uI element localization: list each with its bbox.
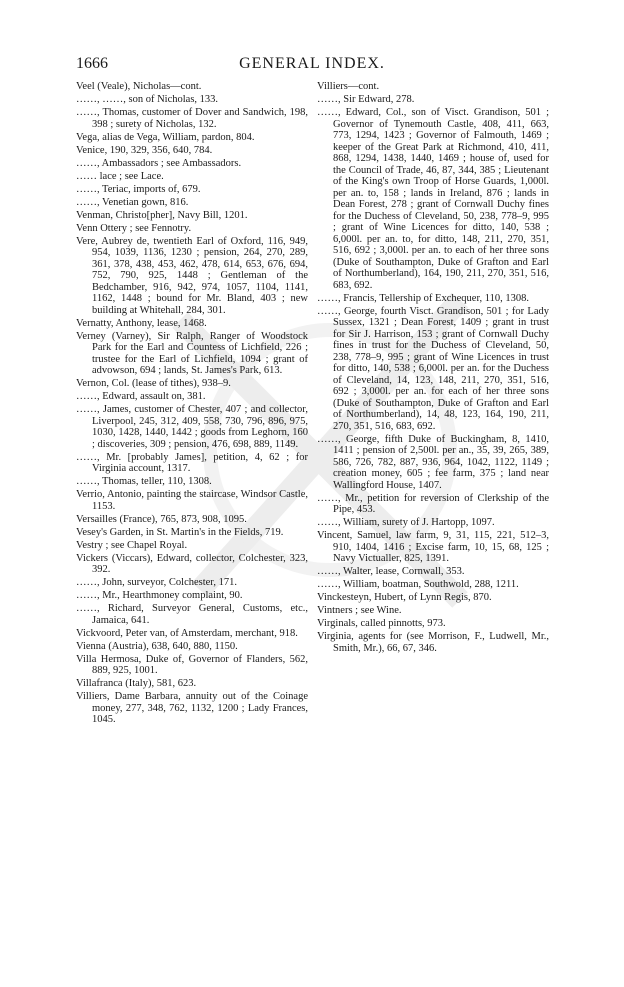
index-entry: Vincent, Samuel, law farm, 9, 31, 115, 221, 512–3, 910, 1404, 1416 ; Excise farm, 10, 15, 68, 125 ; Navy Victualler, 825, 1391. [317, 530, 549, 564]
index-entry: ……, Mr. [probably James], petition, 4, 62 ; for Virginia account, 1317. [76, 451, 308, 474]
index-entry: ……, George, fourth Visct. Grandison, 501 ; for Lady Sussex, 1321 ; Dean Forest, 1409 ; grant in trust for Sir J. Harrison, 153 ; grant of Cornwall Duchy fines in trust for the Duchess of Cleveland, 50, 238, 778–9, 995 ; grant of Wine Licences in trust for ditto, 140, 538 ; 6,000l. per an. for the Duchess of Cleveland, 14, 123, 148, 211, 270, 351, 516, 692 ; 3,000l. per an. for each of her three sons (Duke of Southampton, Duke of Grafton and Earl of Northumberland), 14, 48, 123, 164, 190, 211, 270, 351, 516, 683, 692. [317, 305, 549, 432]
index-entry: ……, Francis, Tellership of Exchequer, 110, 1308. [317, 292, 530, 304]
index-entry: Versailles (France), 765, 873, 908, 1095. [76, 513, 247, 525]
index-entry: Vinckesteyn, Hubert, of Lynn Regis, 870. [317, 592, 492, 603]
index-entry: ……, Thomas, teller, 110, 1308. [76, 476, 212, 487]
page-title: GENERAL INDEX. [239, 55, 385, 72]
index-entry: ……, John, surveyor, Colchester, 171. [76, 577, 238, 588]
index-column-left [76, 81, 308, 727]
index-entry: …… lace ; see Lace. [76, 170, 164, 182]
index-entry: Venice, 190, 329, 356, 640, 784. [76, 144, 213, 156]
index-entry: ……, Venetian gown, 816. [76, 196, 189, 208]
index-entry: Virginia, agents for (see Morrison, F., Ludwell, Mr., Smith, Mr.), 66, 67, 346. [317, 631, 549, 654]
index-entry: ……, Ambassadors ; see Ambassadors. [76, 157, 242, 169]
index-entry: ……, Mr., Hearthmoney complaint, 90. [76, 590, 243, 601]
index-entry: Vere, Aubrey de, twentieth Earl of Oxford, 116, 949, 954, 1039, 1136, 1230 ; pension, 264, 270, 289, 361, 378, 438, 453, 462, 478, 614, 653, 676, 694, 752, 790, 925, 1448 ; Gentleman of the Bedchamber, 916, 942, 974, 1057, 1104, 1141, 1162, 1448 ; bound for Mr. Bland, 403 ; new building at Whitehall, 284, 301. [76, 235, 308, 316]
index-entry: Verrio, Antonio, painting the staircase, Windsor Castle, 1153. [76, 489, 308, 512]
page-number: 1666 [76, 55, 108, 72]
page-header [76, 52, 548, 76]
index-entry: Vestry ; see Chapel Royal. [76, 539, 188, 551]
index-entry: ……, Walter, lease, Cornwall, 353. [317, 566, 465, 577]
index-entry: Villiers, Dame Barbara, annuity out of the Coinage money, 277, 348, 762, 1132, 1200 ; Lady Frances, 1045. [76, 691, 308, 725]
index-entry: ……, Richard, Surveyor General, Customs, etc., Jamaica, 641. [76, 603, 308, 626]
index-entry: ……, Mr., petition for reversion of Clerkship of the Pipe, 453. [317, 492, 549, 515]
index-entry: ……, William, surety of J. Hartopp, 1097. [317, 517, 495, 528]
index-entry: Venman, Christo[pher], Navy Bill, 1201. [76, 209, 248, 221]
index-entry: ……, Edward, assault on, 381. [76, 391, 206, 402]
index-entry: Villiers—cont. [317, 81, 380, 92]
index-entry: Virginals, called pinnotts, 973. [317, 618, 446, 629]
index-entry: Vienna (Austria), 638, 640, 880, 1150. [76, 640, 238, 652]
index-entry: Veel (Veale), Nicholas—cont. [76, 81, 202, 92]
index-entry: Vickvoord, Peter van, of Amsterdam, merchant, 918. [76, 627, 298, 639]
index-entry: Vickers (Viccars), Edward, collector, Colchester, 323, 392. [76, 552, 308, 575]
index-entry: Venn Ottery ; see Fennotry. [76, 222, 192, 234]
index-entry: Vernatty, Anthony, lease, 1468. [76, 317, 207, 329]
index-entry: ……, ……, son of Nicholas, 133. [76, 94, 219, 105]
index-column-right [317, 81, 549, 656]
index-entry: ……, Teriac, imports of, 679. [76, 183, 201, 195]
index-entry: ……, George, fifth Duke of Buckingham, 8, 1410, 1411 ; pension of 2,500l. per an., 35, 39, 265, 389, 586, 726, 782, 887, 936, 964, 1042, 1122, 1149 ; creation money, 605 ; fee farm, 375 ; land near Wallingford House, 1407. [317, 433, 549, 491]
index-entry: Vintners ; see Wine. [317, 605, 402, 616]
index-entry: Vesey's Garden, in St. Martin's in the Fields, 719. [76, 526, 284, 538]
index-entry: Villafranca (Italy), 581, 623. [76, 678, 197, 689]
index-entry: Verney (Varney), Sir Ralph, Ranger of Woodstock Park for the Earl and Countess of Lichfield, 226 ; trustee for the Earl of Lichfield, 1094 ; grant of advowson, 694 ; lands, St. James's Park, 613. [76, 330, 308, 376]
index-entry: ……, James, customer of Chester, 407 ; and collector, Liverpool, 245, 312, 409, 558, 730, 796, 896, 975, 1030, 1428, 1440, 1442 ; goods from Leghorn, 160 ; discoveries, 309 ; pension, 476, 698, 889, 1149. [76, 404, 308, 450]
index-entry: Villa Hermosa, Duke of, Governor of Flanders, 562, 889, 925, 1001. [76, 653, 308, 676]
index-entry: ……, Thomas, customer of Dover and Sandwich, 198, 398 ; surety of Nicholas, 132. [76, 107, 308, 130]
index-entry: Vega, alias de Vega, William, pardon, 804. [76, 131, 255, 143]
index-entry: ……, Sir Edward, 278. [317, 94, 415, 105]
index-entry: Vernon, Col. (lease of tithes), 938–9. [76, 378, 231, 389]
index-entry: ……, Edward, Col., son of Visct. Grandison, 501 ; Governor of Tynemouth Castle, 408, 411, 663, 773, 1294, 1423 ; Governor of Falmouth, 1469 ; keeper of the Great Park at Richmond, 410, 411, 868, 1294, 1438, 1440, 1469 ; house of, used for the Council of Trade, 46, 87, 344, 385 ; Lieutenant of the King's own Troop of Horse Guards, 1,000l. per an. to, 158 ; lands in Ireland, 876 ; lands in Dean Forest, 278 ; grant of Cornwall Duchy fines for the Duchess of Cleveland, 50, 238, 778–9, 995 ; grant of Wine Licences for ditto, 140, 538 ; 6,000l. per an. to, for ditto, 148, 211, 270, 351, 516, 692 ; 3,000l. per an. to each of her three sons (Duke of Southampton, Duke of Grafton and Earl of Northumberland), 164, 190, 211, 270, 351, 516, 683, 692. [317, 107, 549, 291]
index-entry: ……, William, boatman, Southwold, 288, 1211. [317, 579, 519, 590]
